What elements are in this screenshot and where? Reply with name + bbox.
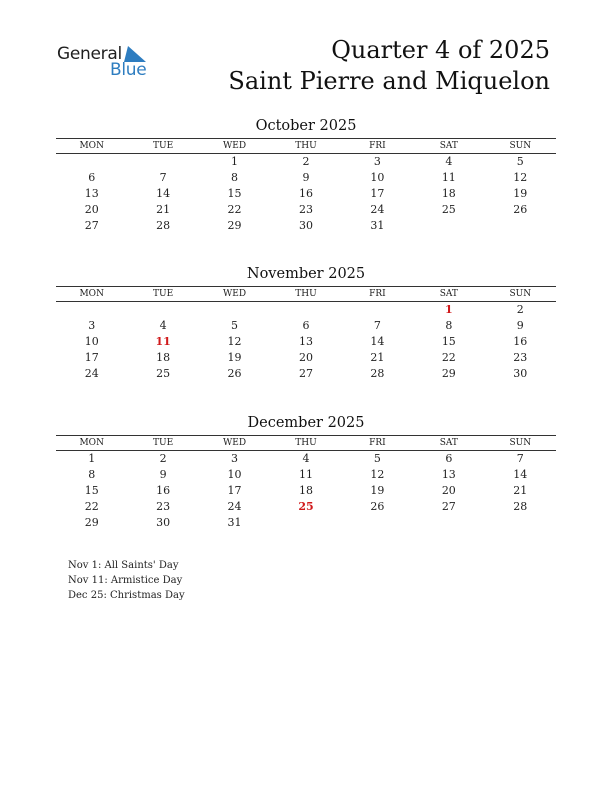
day-cell: 4 bbox=[159, 318, 167, 332]
calendar-grid bbox=[56, 435, 556, 531]
logo-text-general: General bbox=[57, 44, 122, 64]
day-cell: 7 bbox=[159, 170, 167, 184]
weekday-header-row bbox=[56, 287, 556, 302]
day-cell: 11 bbox=[155, 334, 171, 348]
day-cell: 17 bbox=[227, 483, 242, 497]
month-title: November 2025 bbox=[246, 266, 366, 282]
weekday-header: WED bbox=[199, 287, 270, 302]
day-cell: 14 bbox=[513, 467, 528, 481]
week-row bbox=[56, 451, 556, 467]
weekday-header: FRI bbox=[342, 139, 413, 154]
empty-day-cell bbox=[413, 515, 484, 531]
empty-day-cell bbox=[342, 515, 413, 531]
empty-day-cell bbox=[485, 515, 556, 531]
weekday-header: SAT bbox=[413, 436, 484, 451]
day-cell: 9 bbox=[159, 467, 167, 481]
day-cell: 16 bbox=[156, 483, 171, 497]
logo-text-blue: Blue bbox=[110, 60, 147, 80]
calendar-body bbox=[56, 451, 556, 531]
week-row bbox=[56, 154, 556, 170]
weekday-header-row bbox=[56, 436, 556, 451]
day-cell: 24 bbox=[84, 366, 99, 380]
weekday-header: SAT bbox=[413, 139, 484, 154]
day-cell: 3 bbox=[373, 155, 381, 168]
day-cell: 6 bbox=[88, 170, 96, 184]
month-november bbox=[56, 265, 556, 382]
calendar-body bbox=[56, 154, 556, 234]
day-cell: 25 bbox=[156, 366, 171, 380]
general-blue-logo bbox=[57, 44, 157, 82]
day-cell: 11 bbox=[298, 467, 313, 481]
day-cell: 6 bbox=[445, 452, 453, 465]
day-cell: 23 bbox=[156, 499, 171, 513]
weekday-header-row bbox=[56, 139, 556, 154]
empty-day-cell bbox=[56, 154, 127, 170]
week-row bbox=[56, 334, 556, 350]
day-cell: 19 bbox=[227, 350, 242, 364]
day-cell: 14 bbox=[156, 186, 171, 200]
weekday-header: FRI bbox=[342, 287, 413, 302]
day-cell: 26 bbox=[227, 366, 242, 380]
week-row bbox=[56, 202, 556, 218]
day-cell: 25 bbox=[441, 202, 456, 216]
weekday-header: THU bbox=[270, 287, 341, 302]
day-cell: 10 bbox=[370, 170, 385, 184]
week-row bbox=[56, 467, 556, 483]
day-cell: 5 bbox=[373, 452, 381, 465]
week-row bbox=[56, 318, 556, 334]
day-cell: 13 bbox=[298, 334, 313, 348]
day-cell: 1 bbox=[231, 155, 239, 168]
day-cell: 26 bbox=[513, 202, 528, 216]
weekday-header: MON bbox=[56, 287, 127, 302]
empty-day-cell bbox=[342, 302, 413, 318]
day-cell: 29 bbox=[441, 366, 456, 380]
empty-day-cell bbox=[127, 302, 198, 318]
day-cell: 27 bbox=[298, 366, 313, 380]
day-cell: 28 bbox=[370, 366, 385, 380]
day-cell: 8 bbox=[88, 467, 96, 481]
day-cell: 29 bbox=[84, 515, 99, 529]
weekday-header: SUN bbox=[485, 436, 556, 451]
day-cell: 8 bbox=[231, 170, 239, 184]
weekday-header: WED bbox=[199, 436, 270, 451]
week-row bbox=[56, 499, 556, 515]
weekday-header: TUE bbox=[127, 139, 198, 154]
day-cell: 18 bbox=[156, 350, 171, 364]
day-cell: 9 bbox=[302, 170, 310, 184]
day-cell: 21 bbox=[370, 350, 385, 364]
day-cell: 19 bbox=[513, 186, 528, 200]
day-cell: 18 bbox=[441, 186, 456, 200]
day-cell: 10 bbox=[227, 467, 242, 481]
day-cell: 3 bbox=[231, 452, 239, 465]
day-cell: 31 bbox=[227, 515, 242, 529]
day-cell: 27 bbox=[441, 499, 456, 513]
weekday-header: THU bbox=[270, 139, 341, 154]
day-cell: 8 bbox=[445, 318, 453, 332]
day-cell: 24 bbox=[227, 499, 242, 513]
weekday-header: TUE bbox=[127, 436, 198, 451]
empty-day-cell bbox=[56, 302, 127, 318]
day-cell: 21 bbox=[513, 483, 528, 497]
week-row bbox=[56, 186, 556, 202]
day-cell: 12 bbox=[370, 467, 385, 481]
day-cell: 7 bbox=[516, 452, 524, 465]
calendar-body bbox=[56, 302, 556, 382]
day-cell: 30 bbox=[513, 366, 528, 380]
day-cell: 25 bbox=[298, 499, 314, 513]
month-october bbox=[56, 117, 556, 234]
empty-day-cell bbox=[270, 302, 341, 318]
calendar-grid bbox=[56, 286, 556, 382]
day-cell: 7 bbox=[373, 318, 381, 332]
empty-day-cell bbox=[127, 154, 198, 170]
holiday-note: Dec 25: Christmas Day bbox=[68, 590, 185, 601]
empty-day-cell bbox=[199, 302, 270, 318]
day-cell: 12 bbox=[227, 334, 242, 348]
week-row bbox=[56, 350, 556, 366]
day-cell: 18 bbox=[298, 483, 313, 497]
month-title: October 2025 bbox=[255, 118, 357, 134]
day-cell: 17 bbox=[84, 350, 99, 364]
holiday-notes bbox=[68, 558, 185, 603]
day-cell: 30 bbox=[298, 218, 313, 232]
day-cell: 28 bbox=[513, 499, 528, 513]
week-row bbox=[56, 515, 556, 531]
day-cell: 5 bbox=[231, 318, 239, 332]
day-cell: 13 bbox=[84, 186, 99, 200]
day-cell: 22 bbox=[84, 499, 99, 513]
weekday-header: SUN bbox=[485, 287, 556, 302]
empty-day-cell bbox=[485, 218, 556, 234]
holiday-note: Nov 1: All Saints' Day bbox=[68, 560, 179, 571]
day-cell: 1 bbox=[88, 452, 96, 465]
calendar-grid bbox=[56, 138, 556, 234]
holiday-note: Nov 11: Armistice Day bbox=[68, 575, 183, 586]
day-cell: 16 bbox=[298, 186, 313, 200]
week-row bbox=[56, 302, 556, 318]
day-cell: 4 bbox=[302, 452, 310, 465]
day-cell: 27 bbox=[84, 218, 99, 232]
day-cell: 5 bbox=[516, 155, 524, 168]
day-cell: 14 bbox=[370, 334, 385, 348]
week-row bbox=[56, 483, 556, 499]
day-cell: 31 bbox=[370, 218, 385, 232]
day-cell: 10 bbox=[84, 334, 99, 348]
weekday-header: TUE bbox=[127, 287, 198, 302]
weekday-header: SAT bbox=[413, 287, 484, 302]
week-row bbox=[56, 218, 556, 234]
day-cell: 4 bbox=[445, 155, 453, 168]
day-cell: 29 bbox=[227, 218, 242, 232]
weekday-header: SUN bbox=[485, 139, 556, 154]
day-cell: 26 bbox=[370, 499, 385, 513]
day-cell: 15 bbox=[227, 186, 242, 200]
weekday-header: FRI bbox=[342, 436, 413, 451]
month-title: December 2025 bbox=[247, 415, 365, 431]
day-cell: 23 bbox=[513, 350, 528, 364]
day-cell: 2 bbox=[516, 303, 524, 316]
weekday-header: THU bbox=[270, 436, 341, 451]
day-cell: 30 bbox=[156, 515, 171, 529]
empty-day-cell bbox=[270, 515, 341, 531]
day-cell: 20 bbox=[298, 350, 313, 364]
day-cell: 13 bbox=[441, 467, 456, 481]
day-cell: 2 bbox=[159, 452, 167, 465]
day-cell: 19 bbox=[370, 483, 385, 497]
month-december bbox=[56, 414, 556, 531]
day-cell: 6 bbox=[302, 318, 310, 332]
day-cell: 24 bbox=[370, 202, 385, 216]
weekday-header: WED bbox=[199, 139, 270, 154]
week-row bbox=[56, 170, 556, 186]
day-cell: 23 bbox=[298, 202, 313, 216]
day-cell: 22 bbox=[441, 350, 456, 364]
day-cell: 21 bbox=[156, 202, 171, 216]
day-cell: 20 bbox=[84, 202, 99, 216]
page-title bbox=[228, 35, 550, 97]
title-quarter: Quarter 4 of 2025 bbox=[331, 36, 550, 64]
day-cell: 15 bbox=[84, 483, 99, 497]
title-region: Saint Pierre and Miquelon bbox=[228, 67, 550, 95]
day-cell: 2 bbox=[302, 155, 310, 168]
weekday-header: MON bbox=[56, 436, 127, 451]
day-cell: 20 bbox=[441, 483, 456, 497]
day-cell: 15 bbox=[441, 334, 456, 348]
day-cell: 12 bbox=[513, 170, 528, 184]
day-cell: 1 bbox=[444, 303, 453, 316]
day-cell: 9 bbox=[516, 318, 524, 332]
day-cell: 11 bbox=[441, 170, 456, 184]
week-row bbox=[56, 366, 556, 382]
day-cell: 22 bbox=[227, 202, 242, 216]
day-cell: 17 bbox=[370, 186, 385, 200]
day-cell: 3 bbox=[88, 318, 96, 332]
weekday-header: MON bbox=[56, 139, 127, 154]
empty-day-cell bbox=[413, 218, 484, 234]
day-cell: 28 bbox=[156, 218, 171, 232]
day-cell: 16 bbox=[513, 334, 528, 348]
